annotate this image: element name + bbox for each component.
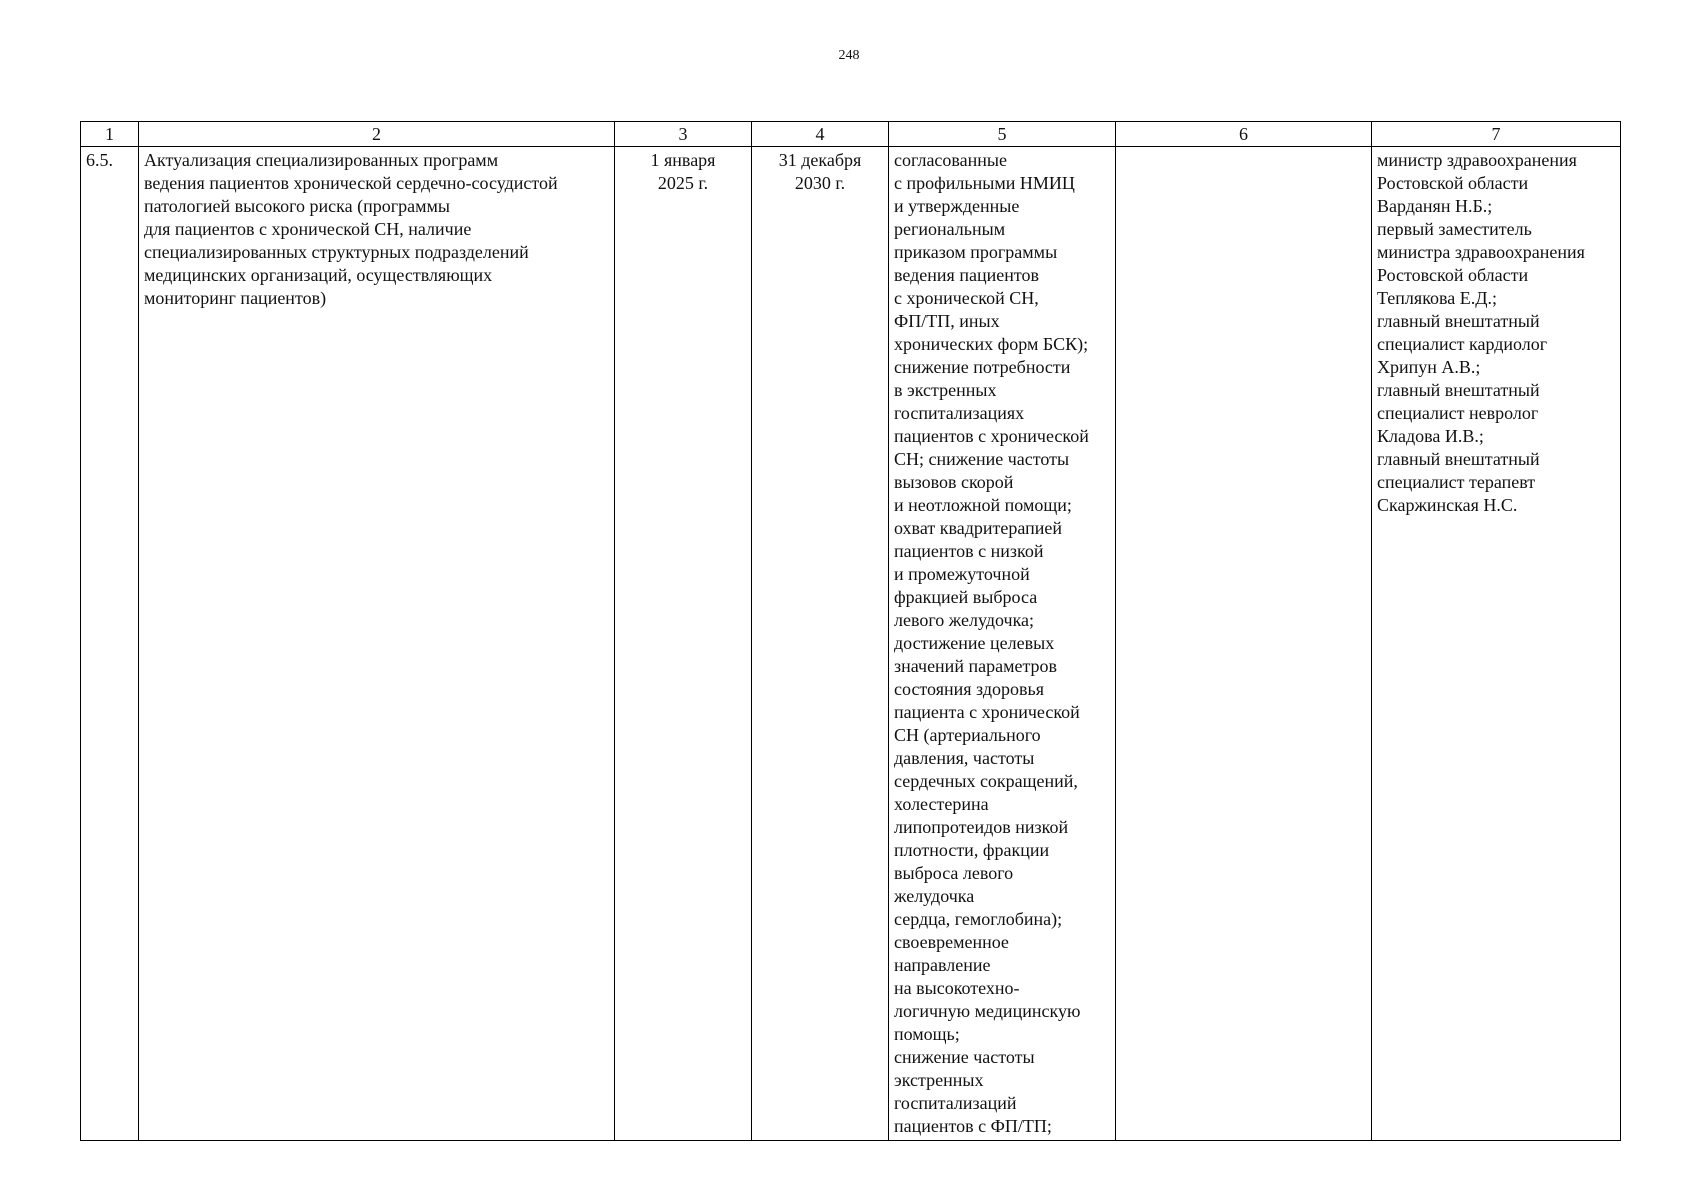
description-line: патологией высокого риска (программы (144, 196, 450, 216)
page-number: 248 (838, 48, 860, 63)
result-line: плотности, фракции (894, 840, 1050, 860)
result-line: давления, частоты (894, 748, 1035, 768)
responsible-line: главный внештатный (1377, 449, 1540, 469)
end-date-line: 2030 г. (794, 173, 846, 193)
result-line: липопротеидов низкой (894, 817, 1069, 837)
result-line: с хронической СН, (894, 288, 1039, 308)
result-line: выброса левого (894, 863, 1014, 883)
result-line: согласованные (894, 150, 1008, 170)
row-number: 6.5. (86, 150, 113, 170)
result-line: холестерина (894, 794, 989, 814)
responsible-line: специалист невролог (1377, 403, 1539, 423)
description-line: Актуализация специализированных программ (144, 150, 499, 170)
header-col-3: 3 (615, 122, 752, 147)
result-line: своевременное (894, 932, 1009, 952)
responsible-line: Теплякова Е.Д.; (1377, 288, 1498, 308)
responsible-line: специалист терапевт (1377, 472, 1536, 492)
result-line: логичную медицинскую (894, 1001, 1081, 1021)
description-line: специализированных структурных подразделений (144, 242, 529, 262)
responsible-line: первый заместитель (1377, 219, 1532, 239)
result-line: сердца, гемоглобина); (894, 909, 1063, 929)
start-date-cell (615, 147, 752, 1141)
result-line: помощь; (894, 1024, 960, 1044)
result-line: снижение потребности (894, 357, 1071, 377)
result-line: хронических форм БСК); (894, 334, 1089, 354)
start-date-line: 2025 г. (657, 173, 709, 193)
result-line: ведения пациентов (894, 265, 1039, 285)
result-line: желудочка (894, 886, 975, 906)
result-line: региональным (894, 219, 1006, 239)
header-col-7: 7 (1372, 122, 1621, 147)
header-col-4: 4 (752, 122, 889, 147)
responsible-line: специалист кардиолог (1377, 334, 1548, 354)
result-line: пациентов с низкой (894, 541, 1044, 561)
header-col-6: 6 (1116, 122, 1372, 147)
responsible-line: Ростовской области (1377, 173, 1529, 193)
result-line: охват квадритерапией (894, 518, 1062, 538)
result-line: вызовов скорой (894, 472, 1014, 492)
result-cell (889, 147, 1116, 1141)
responsible-line: Ростовской области (1377, 265, 1529, 285)
header-col-2: 2 (139, 122, 615, 147)
description-cell (139, 147, 615, 1141)
result-line: и утвержденные (894, 196, 1020, 216)
description-line: медицинских организаций, осуществляющих (144, 265, 493, 285)
responsible-line: главный внештатный (1377, 311, 1540, 331)
result-line: и промежуточной (894, 564, 1030, 584)
table-row (81, 147, 1621, 1141)
description-line: для пациентов с хронической СН, наличие (144, 219, 472, 239)
result-line: сердечных сокращений, (894, 771, 1078, 791)
responsible-line: министра здравоохранения (1377, 242, 1585, 262)
result-line: на высокотехно- (894, 978, 1020, 998)
result-line: в экстренных (894, 380, 997, 400)
start-date-line: 1 января (650, 150, 716, 170)
responsible-line: главный внештатный (1377, 380, 1540, 400)
description-line: мониторинг пациентов) (144, 288, 327, 308)
responsible-line: министр здравоохранения (1377, 150, 1577, 170)
result-line: направление (894, 955, 991, 975)
header-col-1: 1 (81, 122, 139, 147)
result-line: и неотложной помощи; (894, 495, 1072, 515)
row-number-cell (81, 147, 139, 1141)
table-header-row (81, 122, 1621, 147)
result-line: левого желудочка; (894, 610, 1035, 630)
result-line: пациентов с хронической (894, 426, 1089, 446)
result-line: СН (артериального (894, 725, 1041, 745)
responsible-line: Варданян Н.Б.; (1377, 196, 1493, 216)
col6-cell (1116, 147, 1372, 1141)
result-line: состояния здоровья (894, 679, 1044, 699)
responsible-line: Кладова И.В.; (1377, 426, 1484, 446)
result-line: снижение частоты (894, 1047, 1035, 1067)
result-line: достижение целевых (894, 633, 1055, 653)
result-line: пациента с хронической (894, 702, 1080, 722)
result-line: приказом программы (894, 242, 1058, 262)
result-line: с профильными НМИЦ (894, 173, 1075, 193)
result-line: значений параметров (894, 656, 1058, 676)
responsible-line: Скаржинская Н.С. (1377, 495, 1518, 515)
description-line: ведения пациентов хронической сердечно-сосудистой (144, 173, 558, 193)
result-line: госпитализаций (894, 1093, 1017, 1113)
header-col-5: 5 (889, 122, 1116, 147)
result-line: экстренных (894, 1070, 984, 1090)
result-line: СН; снижение частоты (894, 449, 1070, 469)
end-date-line: 31 декабря (778, 150, 862, 170)
result-line: ФП/ТП, иных (894, 311, 1000, 331)
plan-table (80, 121, 1621, 1141)
result-line: госпитализациях (894, 403, 1025, 423)
end-date-cell (752, 147, 889, 1141)
responsible-cell (1372, 147, 1621, 1141)
result-line: пациентов с ФП/ТП; (894, 1116, 1052, 1136)
responsible-line: Хрипун А.В.; (1377, 357, 1481, 377)
result-line: фракцией выброса (894, 587, 1038, 607)
